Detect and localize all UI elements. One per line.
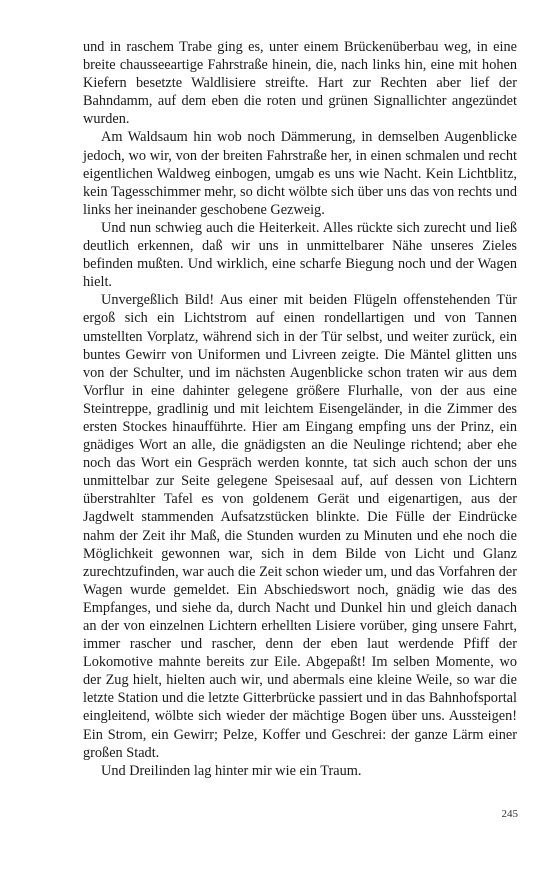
- paragraph-5: Und Dreilinden lag hinter mir wie ein Traum.: [101, 762, 362, 779]
- paragraph-4: Unvergeßlich Bild! Aus einer mit beiden Flügeln offenstehenden Tür ergoß sich ein Lichtstrom auf einen rondellartigen und von Tannen umstellten Vorplatz, während sich in der Tür selbst, und weiter zurück, ein buntes Gewirr von Uniformen und Livreen zeigte. Die Mäntel glitten uns von der Schulter, und im nächsten Augenblicke schon traten wir aus dem Vorflur in eine dahinter gelegene größere Flurhalle, von der aus eine Steintreppe, gradlinig und mit leichtem Eisengeländer, in die Zimmer des ersten Stockes hinaufführte. Hier am Eingang empfing uns der Prinz, ein gnädiges Wort an alle, die gnädigsten an die Neulinge richtend; aber ehe noch das Wort ein Gespräch werden konnte, tat sich auch schon der uns unmittelbar zur Seite gelegene Speisesaal auf, auf dessen von Lichtern überstrahlter Tafel es von goldenem Gerät und eigenartigen, aus der Jagdwelt stammenden Aufsatzstücken blinkte. Die Fülle der Eindrücke nahm der Zeit ihr Maß, die Stunden wurden zu Minuten und ehe noch die Möglichkeit gewonnen war, sich in dem Bilde von Licht und Glanz zurechtzufinden, war auch die Zeit schon wieder um, und das Vorfahren der Wagen wurde gemeldet. Ein Abschiedswort noch, gnädig wie das des Empfanges, und siehe da, durch Nacht und Dunkel hin und gleich danach an der von einzelnen Lichtern erhellten Lisiere vorüber, ging unsere Fahrt, immer rascher und rascher, denn der eben laut werdende Pfiff der Lokomotive mahnte bereits zur Eile. Abgepaßt! Im selben Momente, wo der Zug hielt, hielten auch wir, und abermals eine kleine Weile, so war die letzte Station und die letzte Gitterbrücke passiert und in das Bahnhofsportal eingleitend, wölbte sich wieder der mächtige Bogen über uns. Aussteigen! Ein Strom, ein Gewirr; Pelze, Koffer und Geschrei: der ganze Lärm einer großen Stadt.: [83, 292, 517, 761]
- paragraph-1: und in raschem Trabe ging es, unter einem Brückenüberbau weg, in eine breite chausseeartige Fahrstraße hinein, die, nach links hin, eine mit hohen Kiefern besetzte Waldlisiere streifte. Hart zur Rechten aber lief der Bahndamm, auf dem eben die roten und grünen Signallichter angezündet wurden.: [83, 39, 517, 128]
- paragraph-3: Und nun schwieg auch die Heiterkeit. Alles rückte sich zurecht und ließ deutlich erkennen, daß wir uns in unmittelbarer Nähe unseres Zieles befinden mußten. Und wirklich, eine scharfe Biegung noch und der Wagen hielt.: [83, 219, 517, 291]
- page-number: 245: [501, 808, 518, 820]
- page-body: [83, 38, 517, 780]
- paragraph-2: Am Waldsaum hin wob noch Dämmerung, in demselben Augenblicke jedoch, wo wir, von der breiten Fahrstraße her, in einen schmalen und recht eigentlichen Waldweg einbogen, umgab es uns wie Nacht. Kein Lichtblitz, kein Tagesschimmer mehr, so dicht wölbte sich über uns das von rechts und links her ineinander geschobene Gezweig.: [83, 129, 517, 218]
